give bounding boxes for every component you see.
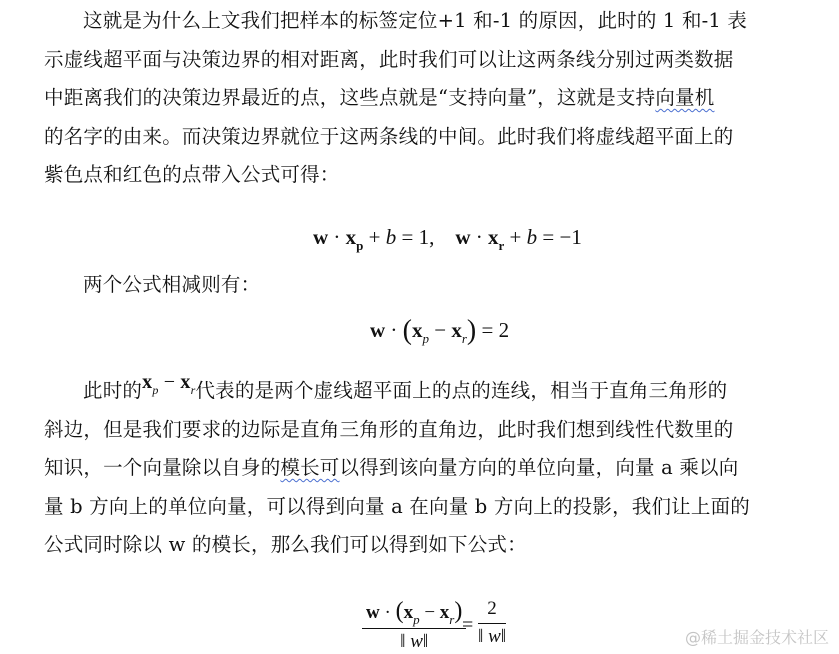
paragraph-1-line-1: 这就是为什么上文我们把样本的标签定位+1 和-1 的原因，此时的 1 和-1 表	[83, 9, 748, 32]
eq1-plus: +	[368, 225, 381, 249]
paragraph-3-line-2: 斜边，但是我们要求的边际是直角三角形的直角边，此时我们想到线性代数里的	[44, 417, 734, 441]
eq1-w-2: w	[455, 225, 471, 249]
inline-minus: −	[163, 371, 176, 393]
eq1-dot-2: ·	[475, 225, 483, 249]
eq2-minus: −	[434, 318, 447, 342]
paragraph-3-line-1-tail: 代表的是两个虚线超平面上的点的连线，相当于直角三角形的	[195, 379, 728, 402]
eq3-minus: −	[424, 602, 436, 623]
eq1-x-2: x	[488, 225, 499, 249]
eq3-rhs-numerator: 2	[478, 598, 506, 624]
watermark: @稀土掘金技术社区	[684, 628, 829, 647]
equation-1	[313, 225, 582, 253]
paragraph-3-line-3-a: 知识，一个向量除以自身的	[44, 456, 281, 479]
paragraph-3-lead: 此时的	[83, 379, 143, 402]
eq2-rparen: )	[466, 315, 477, 346]
eq2-dot: ·	[390, 318, 398, 342]
eq1-sub-p: p	[356, 238, 364, 253]
eq2-x-2: x	[451, 318, 462, 342]
inline-sub-r: r	[190, 383, 196, 397]
eq2-x: x	[412, 318, 423, 342]
equation-3-lhs-fraction	[362, 598, 466, 653]
paragraph-3-line-3-b: 以得到该向量方向的单位向量，向量 a 乘以向	[339, 456, 739, 479]
eq3-sub-p: p	[413, 612, 420, 627]
eq3-x: x	[403, 602, 414, 623]
eq1-b-2: b	[526, 225, 538, 249]
paragraph-1-line-3-text: 中距离我们的决策边界最近的点，这些点就是“支持向量”，这就是支持	[44, 86, 656, 109]
paragraph-3-line-4: 量 b 方向上的单位向量，可以得到向量 a 在向量 b 方向上的投影，我们让上面的	[44, 494, 750, 518]
equation-3-rhs-fraction	[478, 598, 506, 648]
equation-2	[370, 313, 509, 345]
paragraph-1-line-3	[44, 79, 814, 118]
spellcheck-word: 向量机	[655, 86, 715, 109]
eq2-lparen: (	[402, 315, 412, 346]
paragraph-1-line-4: 的名字的由来。而决策边界就位于这两条线的中间。此时我们将虚线超平面上的	[44, 124, 734, 148]
eq1-rhs-1: = 1,	[401, 225, 435, 249]
eq1-sub-r: r	[498, 238, 505, 253]
eq1-dot: ·	[333, 225, 341, 249]
paragraph-1-line-2: 示虚线超平面与决策边界的相对距离，此时我们可以让这两条线分别过两类数据	[44, 47, 734, 71]
paragraph-3-line-3	[44, 449, 814, 488]
inline-formula	[142, 371, 196, 397]
eq1-plus-2: +	[509, 225, 522, 249]
eq3-w: w	[366, 602, 380, 623]
paragraph-3	[44, 372, 814, 565]
eq2-rhs: = 2	[481, 318, 510, 342]
eq3-lparen: (	[395, 598, 404, 624]
inline-x: x	[142, 371, 153, 393]
eq2-sub-p: p	[422, 331, 429, 346]
paragraph-2	[44, 266, 814, 305]
eq3-rparen: )	[454, 598, 463, 624]
eq1-x: x	[345, 225, 357, 249]
eq1-b: b	[385, 225, 397, 249]
eq3-rhs-denominator: ‖ w‖	[478, 626, 507, 647]
spellcheck-word-2: 模长可	[280, 456, 340, 479]
inline-x-2: x	[180, 371, 191, 393]
paragraph-3-line-1	[44, 372, 814, 411]
eq1-w: w	[313, 225, 329, 249]
eq2-sub-r: r	[461, 331, 467, 346]
paragraph-3-line-5: 公式同时除以 w 的模长，那么我们可以得到如下公式：	[44, 533, 527, 556]
eq3-equals: =	[462, 614, 474, 636]
paragraph-1-line-5: 紫色点和红色的点带入公式可得：	[44, 163, 340, 186]
eq1-rhs-2: = −1	[542, 225, 582, 249]
eq3-sub-r: r	[449, 612, 455, 627]
eq3-numerator	[362, 598, 466, 629]
eq2-w: w	[370, 318, 386, 342]
inline-sub-p: p	[152, 383, 159, 397]
eq3-x-2: x	[439, 602, 450, 623]
eq3-denominator: ‖ w‖	[400, 631, 429, 652]
paragraph-1	[44, 2, 814, 195]
eq3-dot: ·	[384, 602, 391, 623]
paragraph-2-text: 两个公式相减则有：	[83, 273, 261, 296]
